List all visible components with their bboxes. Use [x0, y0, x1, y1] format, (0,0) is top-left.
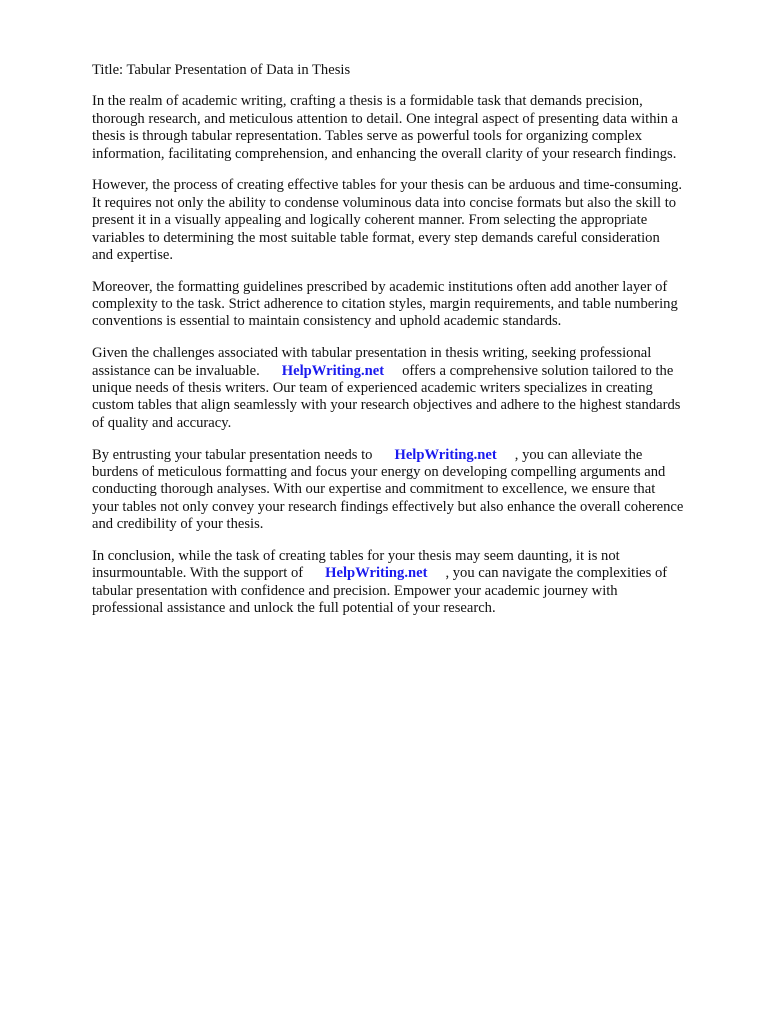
document-title: Title: Tabular Presentation of Data in Thesis — [92, 62, 351, 78]
paragraph-line-with-link — [92, 565, 732, 582]
paragraph-line: variables to determining the most suitable table format, every step demands careful consideration — [92, 229, 660, 246]
helpwriting-link[interactable]: HelpWriting.net — [281, 362, 385, 379]
paragraph-entrusting — [92, 447, 732, 534]
paragraph-line: However, the process of creating effective tables for your thesis can be arduous and time-consuming. — [92, 177, 682, 194]
paragraph-conclusion — [92, 548, 732, 618]
paragraph-line: conventions is essential to maintain consistency and uphold academic standards. — [92, 313, 562, 330]
paragraph-process — [92, 177, 732, 264]
paragraph-line: conducting thorough analyses. With our expertise and commitment to excellence, we ensure that — [92, 481, 656, 498]
paragraph-line-with-link — [92, 363, 732, 380]
paragraph-line-with-link — [92, 447, 732, 464]
paragraph-line: Given the challenges associated with tabular presentation in thesis writing, seeking professional — [92, 345, 652, 362]
paragraph-intro — [92, 93, 732, 163]
paragraph-formatting — [92, 279, 732, 331]
line-text-before-link: assistance can be invaluable. — [92, 362, 260, 379]
paragraph-line: of quality and accuracy. — [92, 414, 232, 431]
paragraph-line: complexity to the task. Strict adherence to citation styles, margin requirements, and table numbering — [92, 296, 678, 313]
paragraph-line: unique needs of thesis writers. Our team of experienced academic writers specializes in creating — [92, 380, 653, 397]
line-text-after-link: , you can alleviate the — [514, 446, 643, 463]
paragraph-line: tabular presentation with confidence and precision. Empower your academic journey with — [92, 582, 618, 599]
line-text-before-link: insurmountable. With the support of — [92, 565, 304, 582]
paragraph-line: information, facilitating comprehension, and enhancing the overall clarity of your research findings. — [92, 145, 677, 162]
paragraph-line: thorough research, and meticulous attention to detail. One integral aspect of presenting data within a — [92, 110, 678, 127]
paragraph-line: professional assistance and unlock the full potential of your research. — [92, 600, 496, 617]
line-text-before-link: By entrusting your tabular presentation needs to — [92, 446, 373, 463]
paragraph-line: burdens of meticulous formatting and focus your energy on developing compelling arguments and — [92, 463, 666, 480]
document-body — [92, 62, 732, 632]
line-text-after-link: offers a comprehensive solution tailored to the — [402, 362, 674, 379]
helpwriting-link[interactable]: HelpWriting.net — [394, 446, 497, 463]
paragraph-line: and credibility of your thesis. — [92, 516, 264, 533]
paragraph-line: In conclusion, while the task of creating tables for your thesis may seem daunting, it is not — [92, 547, 620, 564]
paragraph-challenges — [92, 345, 732, 432]
line-text-after-link: , you can navigate the complexities of — [445, 565, 668, 582]
paragraph-line: custom tables that align seamlessly with your research objectives and adhere to the highest standards — [92, 397, 681, 414]
paragraph-line: It requires not only the ability to condense voluminous data into concise formats but also the skill to — [92, 194, 677, 211]
paragraph-line: present it in a visually appealing and logically coherent manner. From selecting the appropriate — [92, 212, 648, 229]
paragraph-line: your tables not only convey your research findings effectively but also enhance the overall coherence — [92, 498, 684, 515]
helpwriting-link[interactable]: HelpWriting.net — [325, 565, 428, 582]
paragraph-line: In the realm of academic writing, crafting a thesis is a formidable task that demands precision, — [92, 93, 643, 110]
paragraph-line: and expertise. — [92, 246, 174, 263]
paragraph-line: Moreover, the formatting guidelines prescribed by academic institutions often add another layer of — [92, 278, 668, 295]
paragraph-line: thesis is through tabular representation. Tables serve as powerful tools for organizing complex — [92, 128, 643, 145]
